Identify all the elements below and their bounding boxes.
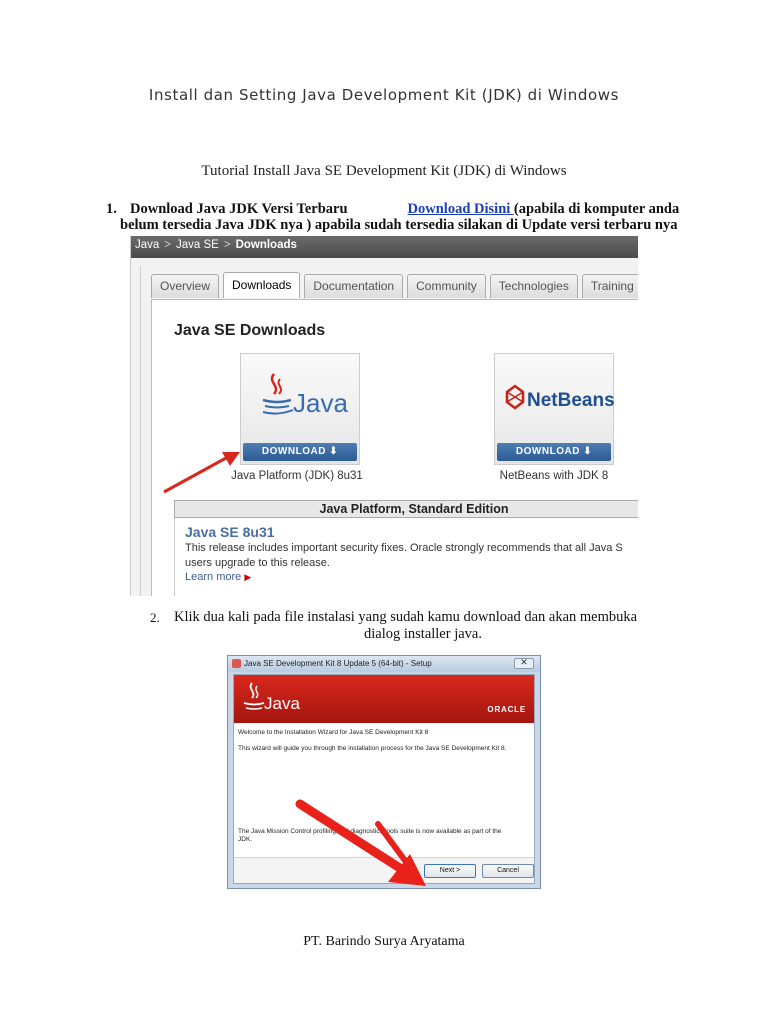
java-logo-icon <box>241 354 361 442</box>
learn-more-link[interactable] <box>185 571 638 583</box>
release-text-1: This release includes important security fixes. Oracle strongly recommends that all Java S <box>185 542 623 554</box>
breadcrumb-current: Downloads <box>235 239 297 251</box>
java-product-card[interactable] <box>240 353 360 465</box>
release-title[interactable]: Java SE 8u31 <box>185 524 275 540</box>
java-banner <box>234 675 534 723</box>
download-link[interactable]: Download Disini <box>407 201 514 217</box>
red-arrow-annotation-icon <box>160 448 244 498</box>
tab-training[interactable]: Training <box>582 274 638 298</box>
step-1-line-2: belum tersedia Java JDK nya ) apabila sudah tersedia silakan di Update versi terbaru nya <box>120 217 678 233</box>
java-app-icon <box>232 659 241 668</box>
cancel-button[interactable]: Cancel <box>482 864 534 878</box>
step-1-line-1 <box>130 201 679 217</box>
red-arrow-annotation-icon <box>288 794 448 894</box>
document-footer: PT. Barindo Surya Aryatama <box>303 934 465 949</box>
downloads-screenshot <box>130 236 638 596</box>
tab-community[interactable]: Community <box>407 274 486 298</box>
left-rail <box>135 266 141 596</box>
java-download-button[interactable]: DOWNLOAD ⬇ <box>243 443 357 461</box>
dialog-title: Java SE Development Kit 8 Update 5 (64-bit) - Setup <box>244 659 432 668</box>
java-caption: Java Platform (JDK) 8u31 <box>231 470 363 482</box>
installer-dialog <box>227 655 541 889</box>
java-banner-logo-icon <box>238 675 328 723</box>
learn-more-label: Learn more <box>185 571 242 583</box>
close-icon[interactable]: ✕ <box>514 658 534 669</box>
document-subtitle: Tutorial Install Java SE Development Kit (JDK) di Windows <box>201 163 567 179</box>
tab-technologies[interactable]: Technologies <box>490 274 578 298</box>
dialog-titlebar <box>228 656 540 672</box>
tab-downloads[interactable]: Downloads <box>223 272 300 298</box>
netbeans-product-card[interactable] <box>494 353 614 465</box>
mission-control-text: The Java Mission Control profiling and diagnostics tools suite is now available as part of the JDK. <box>238 828 502 843</box>
banner-java-text: Java <box>264 694 300 713</box>
next-button[interactable]: Next > <box>424 864 476 878</box>
guide-text: This wizard will guide you through the installation process for the Java SE Development Kit 8. <box>238 745 507 752</box>
tab-documentation[interactable]: Documentation <box>304 274 403 298</box>
step-1-text-after: (apabila di komputer anda <box>513 201 680 217</box>
java-logo-text: Java <box>293 388 348 418</box>
breadcrumb: Java > Java SE > Downloads <box>131 236 638 258</box>
step-1-text: Download Java JDK Versi Terbaru <box>130 201 348 217</box>
panel-heading: Java SE Downloads <box>174 322 326 339</box>
release-text-2: users upgrade to this release. <box>185 557 330 569</box>
step-2-number: 2. <box>150 610 160 625</box>
netbeans-caption: NetBeans with JDK 8 <box>499 470 609 482</box>
release-info <box>174 518 638 596</box>
breadcrumb-item[interactable]: Java SE <box>176 239 219 251</box>
netbeans-logo-text: NetBeans <box>527 390 615 411</box>
netbeans-logo-icon <box>495 354 615 442</box>
step-2-line-1: Klik dua kali pada file instalasi yang sudah kamu download dan akan membuka <box>174 609 638 625</box>
step-2-line-2: dialog installer java. <box>364 626 482 642</box>
document-title: Install dan Setting Java Development Kit (JDK) di Windows <box>148 86 620 104</box>
oracle-brand: ORACLE <box>487 705 526 714</box>
step-1-number: 1. <box>106 201 117 217</box>
breadcrumb-item[interactable]: Java <box>135 239 160 251</box>
tab-bar <box>151 274 638 300</box>
welcome-text: Welcome to the Installation Wizard for Java SE Development Kit 8 <box>238 729 429 736</box>
section-title: Java Platform, Standard Edition <box>174 500 638 518</box>
tab-overview[interactable]: Overview <box>151 274 219 298</box>
netbeans-download-button[interactable]: DOWNLOAD ⬇ <box>497 443 611 461</box>
arrow-right-icon: ▶ <box>244 572 252 582</box>
